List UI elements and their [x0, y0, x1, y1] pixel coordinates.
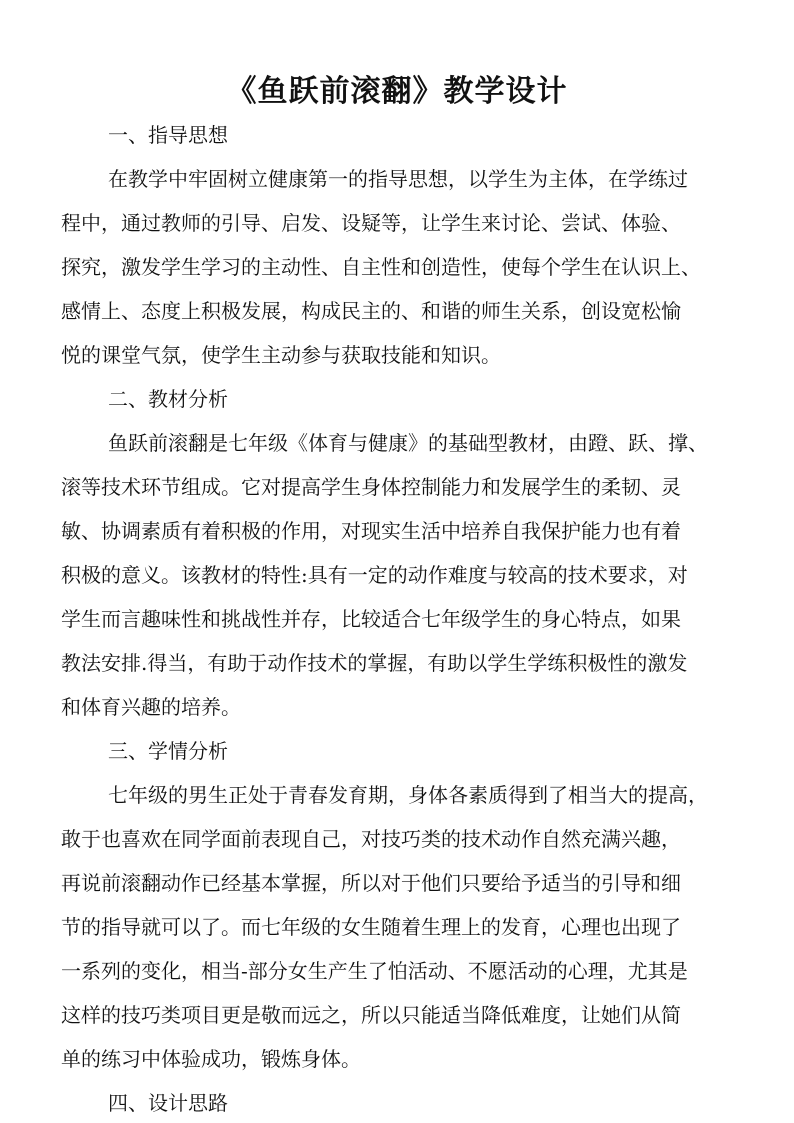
paragraph-line: 这样的技巧类项目更是敬而远之，所以只能适当降低难度，让她们从简	[61, 1003, 681, 1027]
paragraph-line: 一系列的变化，相当-部分女生产生了怕活动、不愿活动的心理，尤其是	[61, 959, 688, 983]
paragraph-line: 探究，激发学生学习的主动性、自主性和创造性，使每个学生在认识上、	[61, 255, 701, 279]
paragraph-line: 悦的课堂气氛，使学生主动参与获取技能和知识。	[61, 343, 501, 367]
paragraph-line: 鱼跃前滚翻是七年级《体育与健康》的基础型教材，由蹬、跃、撑、	[108, 431, 708, 455]
section-heading-guiding-thought: 一、指导思想	[108, 123, 228, 147]
paragraph-line: 积极的意义。该教材的特性:具有一定的动作难度与较高的技术要求，对	[61, 563, 688, 587]
paragraph-line: 单的练习中体验成功，锻炼身体。	[61, 1047, 361, 1071]
section-heading-design-approach: 四、设计思路	[108, 1091, 228, 1115]
document-title: 《鱼跃前滚翻》教学设计	[226, 74, 568, 109]
paragraph-line: 教法安排.得当，有助于动作技术的掌握，有助以学生学练积极性的激发	[61, 651, 688, 675]
paragraph-line: 感情上、态度上积极发展，构成民主的、和谐的师生关系，创设宽松愉	[61, 299, 681, 323]
paragraph-line: 七年级的男生正处于青春发育期，身体各素质得到了相当大的提高，	[108, 783, 708, 807]
paragraph-line: 学生而言趣味性和挑战性并存，比较适合七年级学生的身心特点，如果	[61, 607, 681, 631]
paragraph-line: 程中，通过教师的引导、启发、设疑等，让学生来讨论、尝试、体验、	[61, 211, 681, 235]
section-heading-student-analysis: 三、学情分析	[108, 739, 228, 763]
paragraph-line: 节的指导就可以了。而七年级的女生随着生理上的发育，心理也出现了	[61, 915, 681, 939]
paragraph-line: 滚等技术环节组成。它对提高学生身体控制能力和发展学生的柔韧、灵	[61, 475, 681, 499]
paragraph-line: 和体育兴趣的培养。	[61, 695, 241, 719]
paragraph-line: 敏、协调素质有着积极的作用，对现实生活中培养自我保护能力也有着	[61, 519, 681, 543]
paragraph-line: 在教学中牢固树立健康第一的指导思想，以学生为主体，在学练过	[108, 167, 688, 191]
paragraph-line: 敢于也喜欢在同学面前表现自己，对技巧类的技术动作自然充满兴趣，	[61, 827, 681, 851]
paragraph-line: 再说前滚翻动作已经基本掌握，所以对于他们只要给予适当的引导和细	[61, 871, 681, 895]
section-heading-material-analysis: 二、教材分析	[108, 387, 228, 411]
